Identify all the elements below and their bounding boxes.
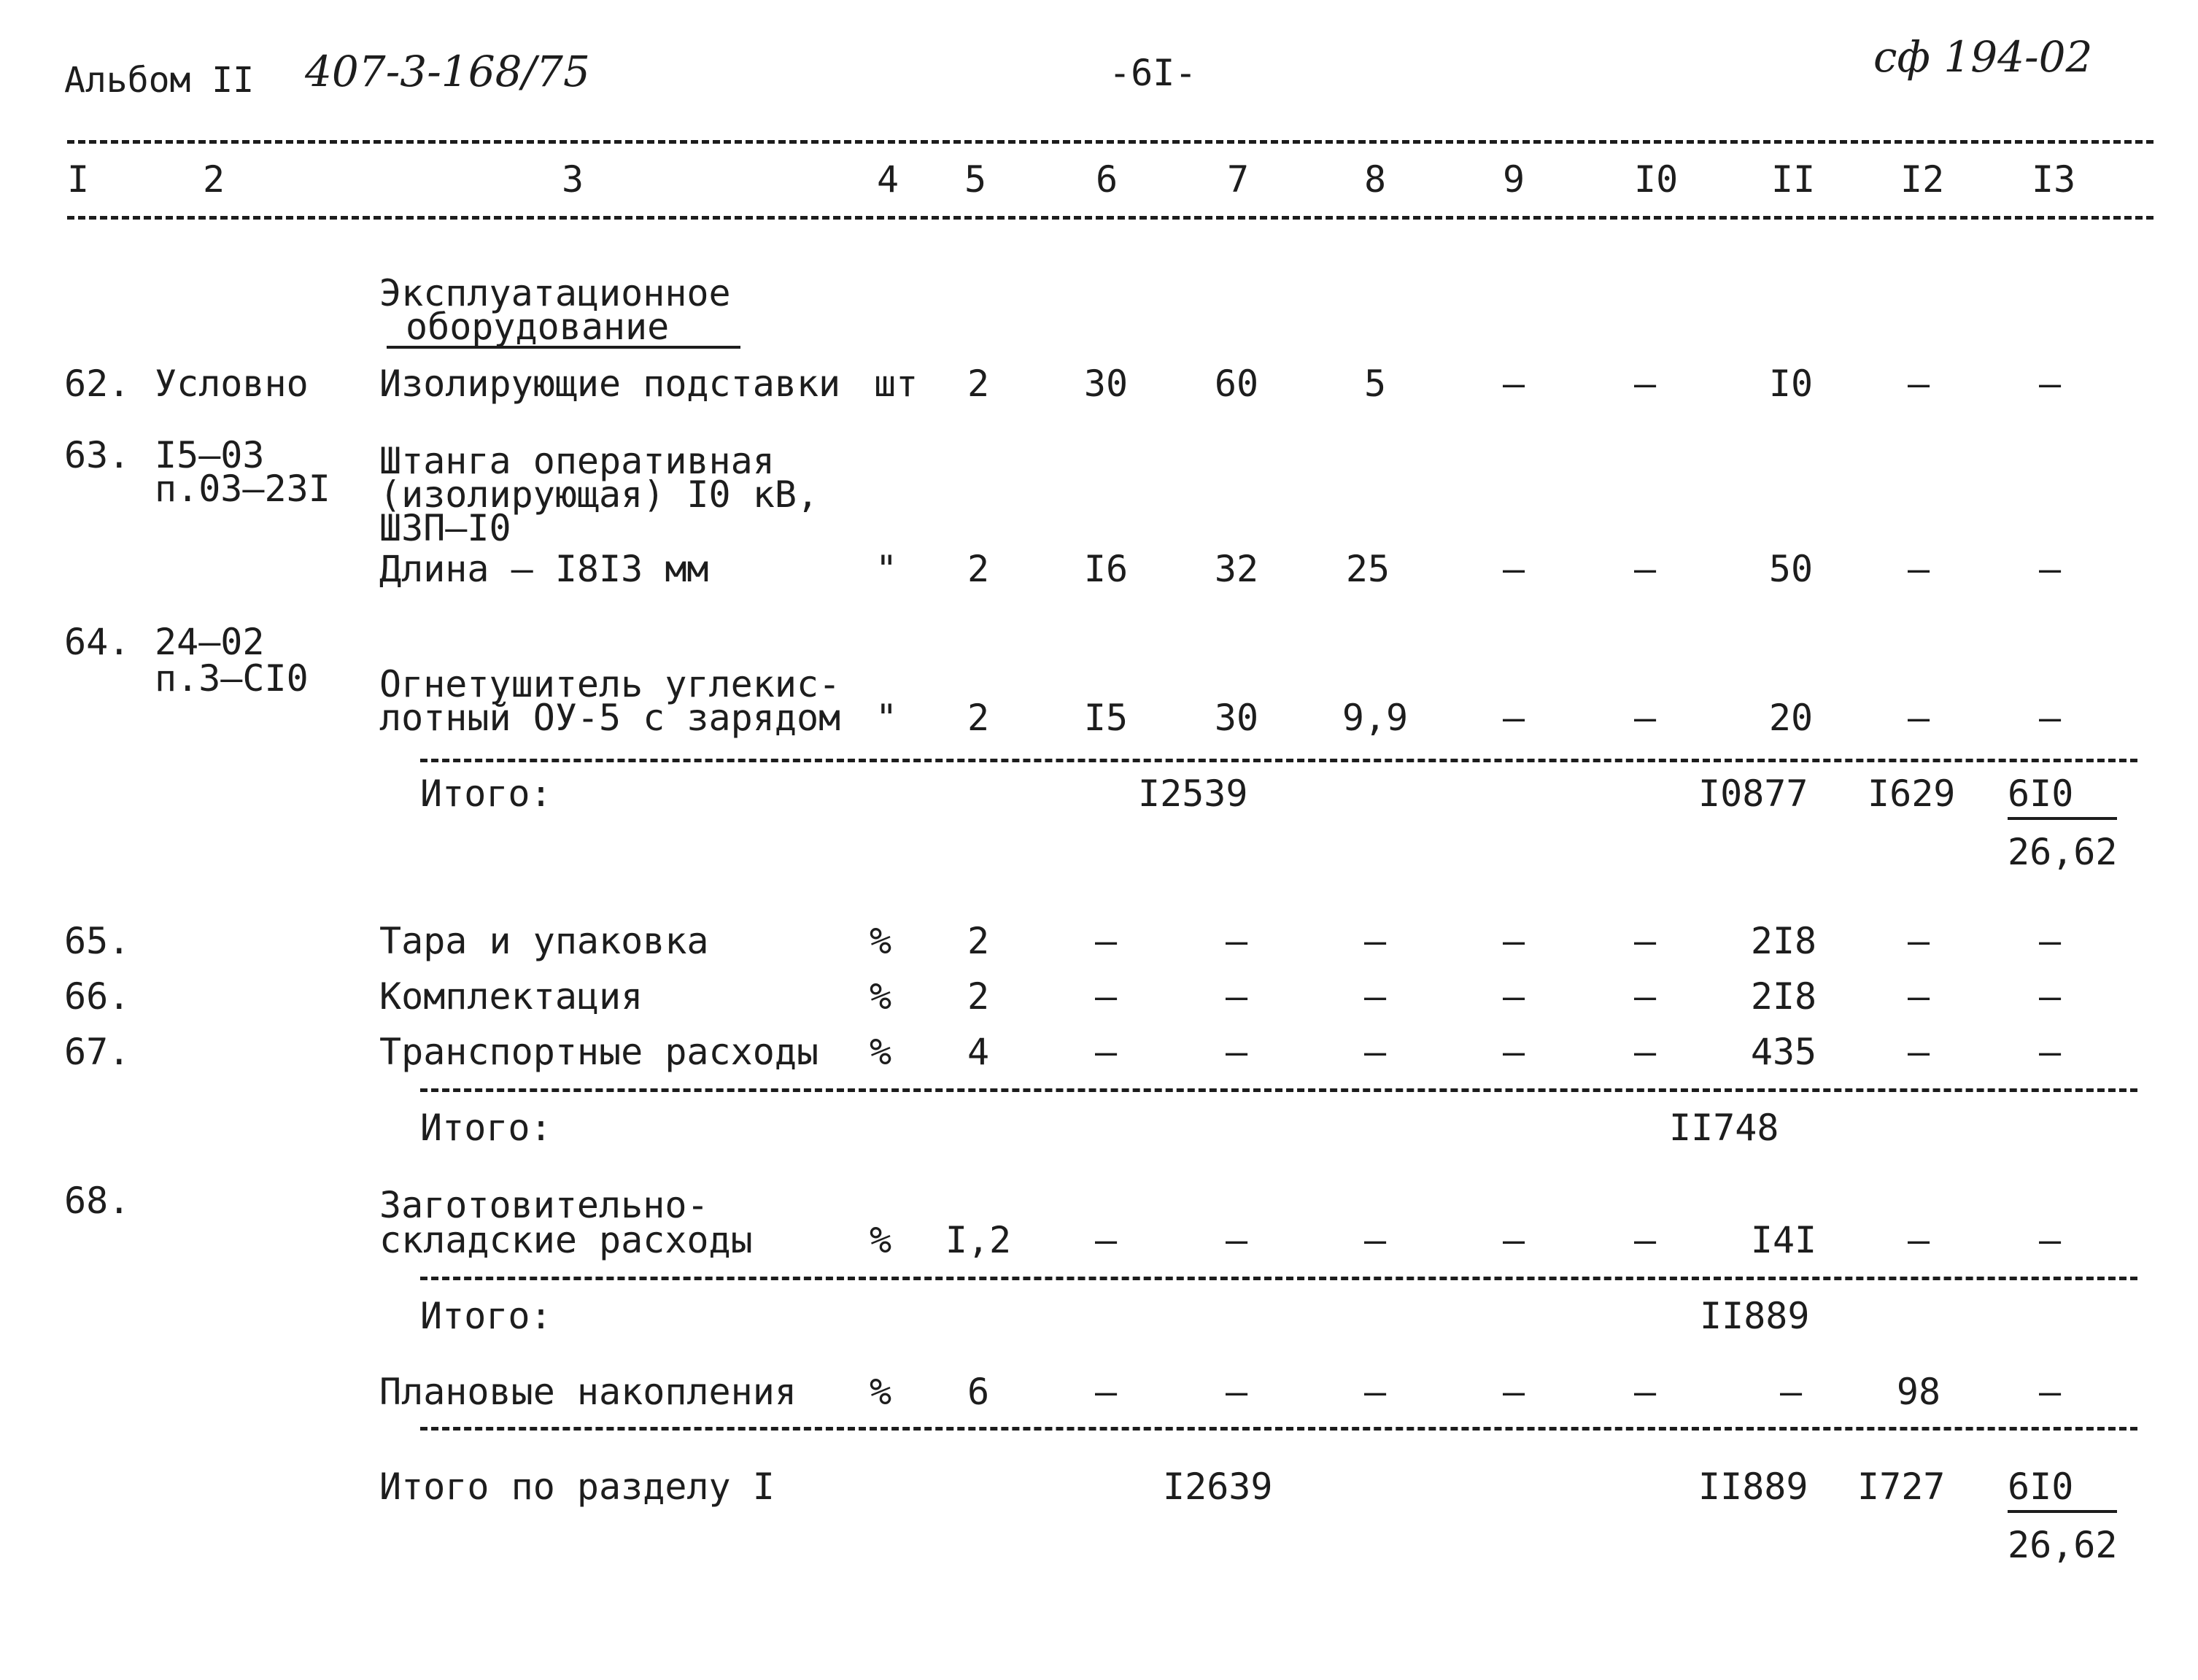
cell-col10: –: [1633, 975, 1657, 1018]
cell-col5: 6: [967, 1371, 990, 1413]
header-top-rule: [67, 140, 2154, 144]
cell-col8: 25: [1345, 548, 1390, 590]
col-header-5: 5: [964, 158, 987, 201]
cell-col10: –: [1633, 697, 1657, 739]
cell-col7: –: [1225, 920, 1248, 962]
col-header-12: I2: [1900, 158, 1945, 201]
subtotal-col13-bottom: 26,62: [2008, 831, 2118, 873]
row-unit: %: [870, 1371, 892, 1413]
cell-col7: –: [1225, 1371, 1248, 1413]
cell-col9: –: [1502, 697, 1525, 739]
cell-col10: –: [1633, 1371, 1657, 1413]
row-unit: %: [870, 975, 892, 1018]
cell-col9: —: [1502, 975, 1525, 1018]
section-total-col11: II889: [1698, 1466, 1808, 1508]
fraction-bar: [2008, 1510, 2117, 1513]
row-unit: %: [870, 1219, 892, 1261]
row-name: Транспортные расходы: [379, 1031, 819, 1073]
cell-col7: 32: [1214, 548, 1259, 590]
row-number: 68.: [64, 1180, 131, 1222]
subtotal-rule: [420, 1277, 2137, 1280]
col-header-11: II: [1771, 158, 1816, 201]
cell-col13: –: [2038, 697, 2062, 739]
row-name: Штанга оперативная: [379, 440, 775, 482]
cell-col12: –: [1907, 920, 1930, 962]
cell-col11: I0: [1768, 363, 1814, 405]
cell-col7: –: [1225, 1031, 1248, 1073]
row-name: Заготовительно-: [379, 1184, 709, 1226]
cell-col6: –: [1094, 975, 1118, 1018]
cell-col10: –: [1633, 1219, 1657, 1261]
col-header-9: 9: [1503, 158, 1525, 201]
cell-col11: –: [1779, 1371, 1803, 1413]
cell-col9: –: [1502, 1219, 1525, 1261]
row-unit: %: [870, 920, 892, 962]
subtotal-col11: II889: [1700, 1295, 1810, 1337]
row-number: 65.: [64, 920, 131, 962]
sheet-code: сф 194-02: [1873, 32, 2093, 82]
cell-col7: –: [1225, 1219, 1248, 1261]
cell-col9: –: [1502, 1371, 1525, 1413]
row-reference: 24–02: [155, 621, 265, 663]
cell-col11: I4I: [1750, 1219, 1817, 1261]
row-reference: п.03–23I: [155, 468, 330, 510]
section-total-col7: I2639: [1163, 1466, 1273, 1508]
row-name: Длина – I8I3 мм: [379, 548, 709, 590]
cell-col6: –: [1094, 1219, 1118, 1261]
col-header-7: 7: [1227, 158, 1250, 201]
cell-col12: –: [1907, 1219, 1930, 1261]
row-name: ШЗП–I0: [379, 507, 511, 549]
row-number: 64.: [64, 621, 131, 663]
section-title-line1: Эксплуатационное: [379, 272, 731, 314]
cell-col5: 2: [967, 975, 990, 1018]
cell-col8: 9,9: [1342, 697, 1409, 739]
album-number: 407-3-168/75: [305, 47, 590, 96]
section-total-label: Итого по разделу I: [379, 1466, 775, 1508]
cell-col6: I5: [1083, 697, 1129, 739]
cell-col12: –: [1907, 697, 1930, 739]
cell-col9: –: [1502, 920, 1525, 962]
cell-col13: –: [2038, 363, 2062, 405]
subtotal-col12: I629: [1868, 773, 1956, 815]
cell-col8: –: [1363, 1031, 1387, 1073]
row-name: Плановые накопления: [379, 1371, 797, 1413]
subtotal-rule: [420, 759, 2137, 762]
album-label: Альбом II: [64, 60, 255, 101]
subtotal-label: Итого:: [420, 1295, 552, 1337]
header-bottom-rule: [67, 216, 2154, 220]
row-unit: ": [875, 548, 898, 590]
row-number: 62.: [64, 363, 131, 405]
cell-col9: –: [1502, 363, 1525, 405]
row-name: лотный ОУ-5 с зарядом: [379, 697, 841, 739]
cell-col10: –: [1633, 920, 1657, 962]
cell-col11: 2I8: [1750, 920, 1817, 962]
cell-col7: 60: [1214, 363, 1259, 405]
cell-col13: –: [2038, 1031, 2062, 1073]
cell-col5: 2: [967, 548, 990, 590]
cell-col13: –: [2038, 548, 2062, 590]
row-unit: шт: [874, 363, 918, 405]
col-header-8: 8: [1364, 158, 1387, 201]
subtotal-label: Итого:: [420, 1107, 552, 1149]
cell-col9: –: [1502, 1031, 1525, 1073]
col-header-1: I: [67, 158, 90, 201]
cell-col13: –: [2038, 920, 2062, 962]
section-total-col13-bottom: 26,62: [2008, 1524, 2118, 1566]
row-unit: ": [875, 697, 898, 739]
cell-col9: –: [1502, 548, 1525, 590]
row-reference: п.3–СI0: [155, 657, 309, 700]
cell-col10: –: [1633, 548, 1657, 590]
cell-col7: –: [1225, 975, 1248, 1018]
fraction-bar: [2008, 817, 2117, 820]
cell-col6: –: [1094, 1031, 1118, 1073]
row-unit: %: [870, 1031, 892, 1073]
cell-col5: 2: [967, 920, 990, 962]
subtotal-rule: [420, 1088, 2137, 1092]
row-name: Тара и упаковка: [379, 920, 709, 962]
cell-col8: –: [1363, 1371, 1387, 1413]
cell-col8: –: [1363, 975, 1387, 1018]
cell-col7: 30: [1214, 697, 1259, 739]
row-name: Комплектация: [379, 975, 643, 1018]
subtotal-rule: [420, 1427, 2137, 1431]
section-total-col12: I727: [1857, 1466, 1946, 1508]
row-name: Огнетушитель углекис-: [379, 663, 841, 705]
section-total-col13-top: 6I0: [2008, 1466, 2074, 1508]
row-name: Изолирующие подставки: [379, 363, 841, 405]
cell-col5: I,2: [945, 1219, 1012, 1261]
cell-col12: –: [1907, 1031, 1930, 1073]
cell-col6: 30: [1083, 363, 1129, 405]
cell-col12: 98: [1896, 1371, 1941, 1413]
cell-col6: –: [1094, 1371, 1118, 1413]
cell-col13: –: [2038, 1219, 2062, 1261]
cell-col12: –: [1907, 363, 1930, 405]
cell-col11: 50: [1768, 548, 1814, 590]
cell-col13: –: [2038, 975, 2062, 1018]
row-number: 66.: [64, 975, 131, 1018]
subtotal-col13-top: 6I0: [2008, 773, 2074, 815]
cell-col6: –: [1094, 920, 1118, 962]
subtotal-col7: I2539: [1138, 773, 1248, 815]
subtotal-label: Итого:: [420, 773, 552, 815]
cell-col10: –: [1633, 1031, 1657, 1073]
col-header-4: 4: [877, 158, 899, 201]
subtotal-value: II748: [1669, 1107, 1779, 1149]
cell-col11: 20: [1768, 697, 1814, 739]
cell-col10: –: [1633, 363, 1657, 405]
cell-col13: –: [2038, 1371, 2062, 1413]
cell-col6: I6: [1083, 548, 1129, 590]
subtotal-col11: I0877: [1698, 773, 1808, 815]
cell-col8: –: [1363, 1219, 1387, 1261]
section-title-underline: [387, 346, 740, 349]
section-title-line2: оборудование: [406, 306, 670, 348]
col-header-2: 2: [203, 158, 225, 201]
page-number: -6I-: [1109, 52, 1197, 94]
cell-col8: 5: [1363, 363, 1387, 405]
col-header-6: 6: [1096, 158, 1118, 201]
cell-col5: 4: [967, 1031, 990, 1073]
row-name: складские расходы: [379, 1219, 753, 1261]
col-header-3: 3: [562, 158, 584, 201]
cell-col8: –: [1363, 920, 1387, 962]
cell-col12: –: [1907, 548, 1930, 590]
cell-col5: 2: [967, 697, 990, 739]
row-number: 67.: [64, 1031, 131, 1073]
cell-col5: 2: [967, 363, 990, 405]
cell-col12: –: [1907, 975, 1930, 1018]
row-name: (изолирующая) I0 кВ,: [379, 473, 819, 516]
cell-col11: 435: [1750, 1031, 1817, 1073]
row-number: 63.: [64, 434, 131, 476]
cell-col11: 2I8: [1750, 975, 1817, 1018]
row-reference: I5–03: [155, 434, 265, 476]
col-header-10: I0: [1634, 158, 1679, 201]
col-header-13: I3: [2032, 158, 2076, 201]
row-reference: Условно: [155, 363, 309, 405]
